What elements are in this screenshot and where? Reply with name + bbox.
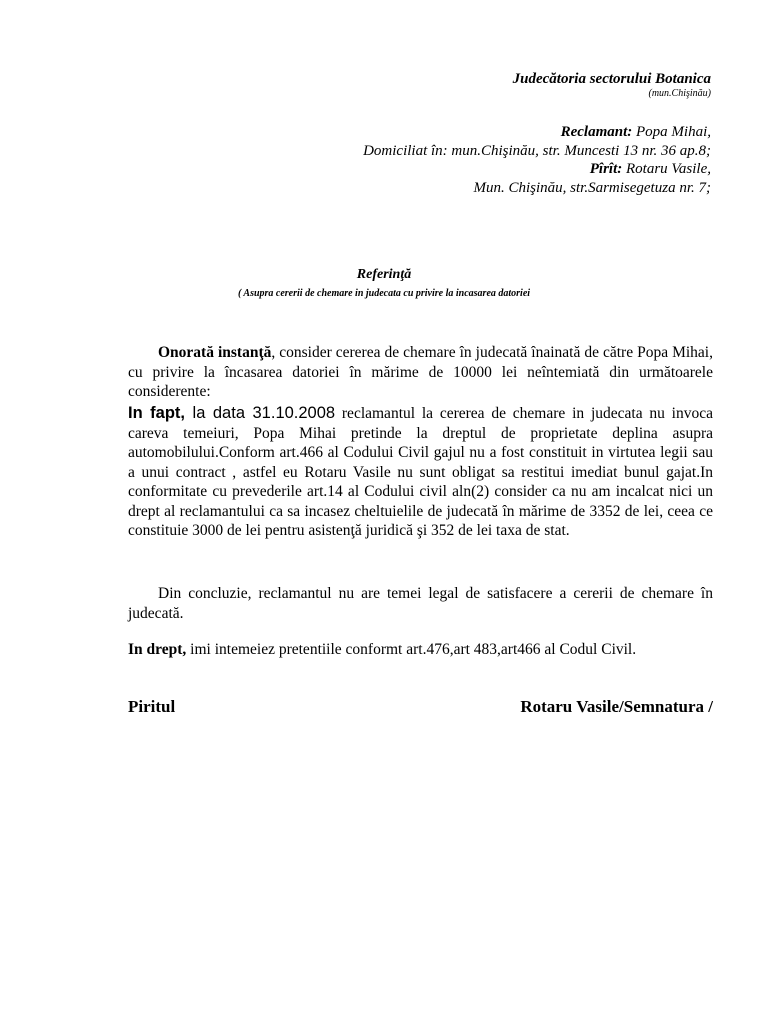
court-header bbox=[513, 70, 711, 100]
paragraph-law bbox=[128, 640, 713, 660]
plaintiff-line bbox=[363, 123, 711, 142]
facts-lead-bold: In fapt, bbox=[128, 404, 186, 422]
plaintiff-address: Domiciliat în: mun.Chişinău, str. Muncesti 13 nr. 36 ap.8; bbox=[363, 142, 711, 159]
court-name: Judecătoria sectorului Botanica bbox=[512, 71, 711, 87]
defendant-label: Pîrît: bbox=[589, 161, 623, 177]
signature-role: Piritul bbox=[128, 697, 176, 716]
parties-block bbox=[363, 123, 711, 197]
document-subtitle: ( Asupra cererii de chemare in judecata cu privire la incasarea datoriei bbox=[237, 288, 531, 299]
court-city: (mun.Chişinău) bbox=[648, 88, 711, 99]
defendant-name: Rotaru Vasile, bbox=[622, 161, 711, 177]
document-title: Referinţă bbox=[356, 267, 412, 282]
defendant-address: Mun. Chişinău, str.Sarmisegetuza nr. 7; bbox=[473, 179, 711, 196]
law-lead: In drept, bbox=[128, 641, 187, 658]
law-text: imi intemeiez pretentiile conformt art.476,art 483,art466 al Codul Civil. bbox=[186, 641, 637, 658]
signature-line bbox=[128, 697, 713, 717]
intro-text: , consider cererea de chemare în judecată înainată de către Popa Mihai, cu privire la încasarea datoriei în mărime de 10000 lei neîntemiată din următoarele considerente: bbox=[128, 344, 713, 400]
paragraph-facts bbox=[128, 404, 713, 541]
plaintiff-label: Reclamant: bbox=[560, 124, 633, 140]
facts-lead-rest: la data 31.10.2008 bbox=[185, 404, 336, 422]
facts-text: reclamantul la cererea de chemare in judecata nu invoca careva temeiuri, Popa Mihai pretinde la dreptul de proprietate deplina asupra automobilului.Conform art.466 al Codului Civil gajul nu a fost constituit in virtutea legii sau a unui contract , astfel eu Rotaru Vasile nu sunt obligat sa restitui imediat bunul gajat.In conformitate cu prevederile art.14 al Codului civil aln(2) consider ca nu am incalcat nici un drept al reclamantului ca sa incasez cheltuielile de judecată în mărime de 3352 de lei, ceea ce constituie 3000 de lei pentru asistenţă juridică şi 352 de lei taxa de stat. bbox=[128, 405, 714, 539]
plaintiff-name: Popa Mihai, bbox=[632, 124, 711, 140]
signature-name: Rotaru Vasile/Semnatura / bbox=[520, 697, 713, 716]
paragraph-intro bbox=[128, 343, 713, 402]
intro-lead: Onorată instanţă bbox=[158, 344, 272, 361]
defendant-line bbox=[363, 160, 711, 179]
facts-lead bbox=[128, 404, 335, 422]
paragraph-conclusion: Din concluzie, reclamantul nu are temei legal de satisfacere a cererii de chemare în judecată. bbox=[128, 585, 713, 622]
